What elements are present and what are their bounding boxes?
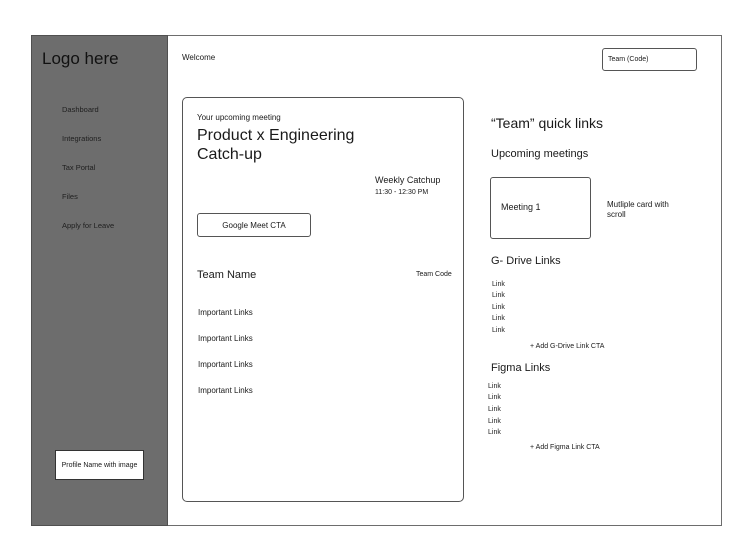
gdrive-link[interactable]: Link (492, 304, 505, 311)
figma-link[interactable]: Link (488, 406, 501, 413)
team-code-select[interactable]: Team (Code) (602, 48, 697, 71)
add-gdrive-link-button[interactable]: + Add G-Drive Link CTA (530, 343, 605, 350)
team-code: Team Code (416, 271, 452, 278)
important-link[interactable]: Important Links (198, 386, 253, 395)
sidebar-item-apply-for-leave[interactable]: Apply for Leave (62, 221, 115, 230)
multiple-card-note: Mutliple card with scroll (607, 200, 669, 219)
figma-link[interactable]: Link (488, 429, 501, 436)
sidebar-item-dashboard[interactable]: Dashboard (62, 105, 99, 114)
meeting-title-line2: Catch-up (197, 146, 262, 163)
sidebar-item-integrations[interactable]: Integrations (62, 134, 102, 143)
add-figma-link-button[interactable]: + Add Figma Link CTA (530, 444, 600, 451)
figma-links-title: Figma Links (491, 362, 551, 374)
meeting-title-line1: Product x Engineering (197, 127, 355, 144)
meeting-card-label: Meeting 1 (501, 202, 541, 212)
upcoming-meetings-title: Upcoming meetings (491, 148, 589, 160)
important-link[interactable]: Important Links (198, 360, 253, 369)
sidebar-item-files[interactable]: Files (62, 192, 78, 201)
quick-links-title: “Team” quick links (491, 115, 604, 131)
gdrive-link[interactable]: Link (492, 315, 505, 322)
important-link[interactable]: Important Links (198, 334, 253, 343)
google-meet-button[interactable]: Google Meet CTA (197, 213, 311, 237)
logo: Logo here (42, 49, 119, 68)
upcoming-meeting-label: Your upcoming meeting (197, 113, 281, 122)
team-name: Team Name (197, 269, 257, 281)
sidebar-item-tax-portal[interactable]: Tax Portal (62, 163, 96, 172)
figma-link[interactable]: Link (488, 394, 501, 401)
gdrive-link[interactable]: Link (492, 292, 505, 299)
sidebar-nav (62, 104, 114, 249)
profile-card[interactable]: Profile Name with image (55, 450, 144, 480)
figma-link[interactable]: Link (488, 418, 501, 425)
gdrive-link[interactable]: Link (492, 281, 505, 288)
figma-link[interactable]: Link (488, 383, 501, 390)
welcome-text: Welcome (182, 53, 216, 62)
meeting-type: Weekly Catchup (375, 175, 441, 185)
meeting-time: 11:30 - 12:30 PM (375, 189, 429, 196)
gdrive-link[interactable]: Link (492, 327, 505, 334)
important-link[interactable]: Important Links (198, 308, 253, 317)
gdrive-links-title: G- Drive Links (491, 255, 561, 267)
